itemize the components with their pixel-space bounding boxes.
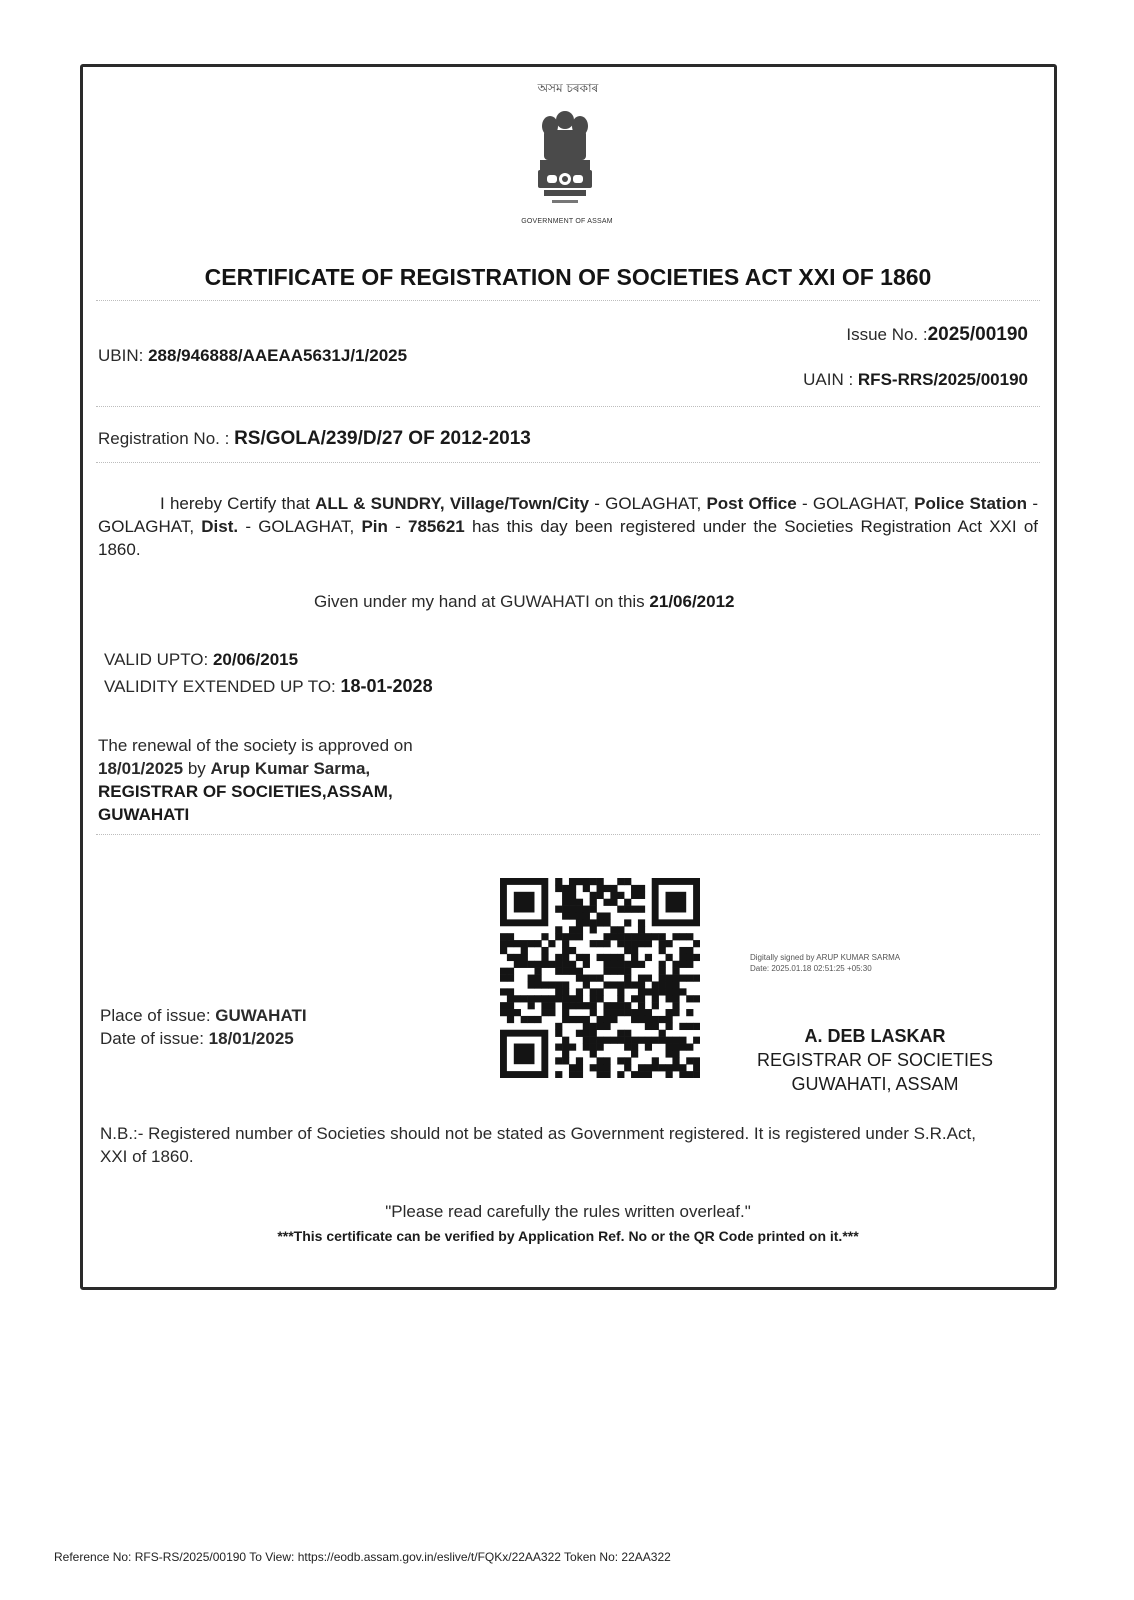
society-name: ALL & SUNDRY, xyxy=(315,494,445,513)
uain-label: UAIN : xyxy=(803,370,854,389)
date-of-issue xyxy=(100,1027,307,1050)
renewal-date: 18/01/2025 xyxy=(98,759,184,778)
read-carefully-note: "Please read carefully the rules written overleaf." xyxy=(385,1202,751,1221)
post-office-label: Post Office xyxy=(706,494,797,513)
valid-upto-label: VALID UPTO: xyxy=(104,650,213,669)
renewal-place: GUWAHATI xyxy=(98,805,190,824)
date-of-issue-label: Date of issue: xyxy=(100,1029,209,1048)
validity-extended xyxy=(104,676,433,697)
police-station-value: - GOLAGHAT, xyxy=(98,494,1038,536)
certify-text: has this day been registered under the Societies Registration Act XXI of 1860. xyxy=(98,517,1039,559)
issue-number xyxy=(846,324,1028,346)
certify-text: I hereby Certify that xyxy=(160,494,316,513)
state-emblem-icon xyxy=(530,104,600,214)
ubin-label: UBIN: xyxy=(98,346,144,365)
registration-label: Registration No. : xyxy=(98,429,230,448)
nb-note: N.B.:- Registered number of Societies should not be stated as Government registered. It is registered under S.R.Act, XXI of 1860. xyxy=(100,1124,976,1166)
post-office-value: - GOLAGHAT, xyxy=(796,494,915,513)
pin-value: 785621 xyxy=(408,517,465,536)
digital-signature xyxy=(750,952,900,974)
divider xyxy=(96,406,1040,407)
village-label: Village/Town/City xyxy=(449,494,590,513)
uain-value: RFS-RRS/2025/00190 xyxy=(857,370,1028,389)
ubin xyxy=(98,346,407,366)
uain xyxy=(803,370,1028,390)
renewal-approver: Arup Kumar Sarma, xyxy=(210,759,371,778)
divider xyxy=(96,462,1040,463)
given-under-hand xyxy=(314,592,735,612)
district-value: - GOLAGHAT, xyxy=(238,517,362,536)
reference-footer: Reference No: RFS-RS/2025/00190 To View: https://eodb.assam.gov.in/eslive/t/FQKx/22AA322 Token No: 22AA322 xyxy=(54,1550,671,1564)
certification-paragraph xyxy=(98,492,1038,561)
date-of-issue-value: 18/01/2025 xyxy=(208,1029,294,1048)
divider xyxy=(96,834,1040,835)
police-station-label: Police Station xyxy=(914,494,1028,513)
emblem-caption-bottom: GOVERNMENT OF ASSAM xyxy=(521,218,613,225)
valid-upto-value: 20/06/2015 xyxy=(212,650,299,669)
digital-signature-line: Digitally signed by ARUP KUMAR SARMA xyxy=(750,953,901,962)
place-of-issue xyxy=(100,1004,307,1027)
signatory-block xyxy=(740,1024,1010,1096)
verification-note: ***This certificate can be verified by Application Ref. No or the QR Code printed on it.*** xyxy=(277,1228,859,1244)
emblem-caption-top: অসম চৰকাৰ xyxy=(537,81,599,95)
place-of-issue-value: GUWAHATI xyxy=(215,1006,307,1025)
valid-upto xyxy=(104,650,298,670)
signatory-designation: REGISTRAR OF SOCIETIES xyxy=(756,1050,994,1070)
signatory-place: GUWAHATI, ASSAM xyxy=(791,1074,959,1094)
verification-qr-code[interactable] xyxy=(500,878,700,1078)
renewal-block xyxy=(98,734,413,826)
issue-number-value: 2025/00190 xyxy=(927,324,1028,345)
renewal-line: The renewal of the society is approved on xyxy=(98,736,413,755)
renewal-designation: REGISTRAR OF SOCIETIES,ASSAM, xyxy=(98,782,393,801)
registration-number xyxy=(98,428,531,450)
given-text: Given under my hand at GUWAHATI on this xyxy=(314,592,650,611)
validity-extended-value: 18-01-2028 xyxy=(340,676,433,696)
digital-signature-date: Date: 2025.01.18 02:51:25 +05:30 xyxy=(750,964,872,973)
issue-number-label: Issue No. : xyxy=(846,325,928,344)
renewal-line xyxy=(98,757,413,780)
validity-extended-label: VALIDITY EXTENDED UP TO: xyxy=(104,677,341,696)
village-value: - GOLAGHAT, xyxy=(589,494,707,513)
ubin-value: 288/946888/AAEAA5631J/1/2025 xyxy=(148,346,408,365)
renewal-by: by xyxy=(183,759,211,778)
district-label: Dist. xyxy=(201,517,239,536)
given-date: 21/06/2012 xyxy=(649,592,735,611)
divider xyxy=(96,300,1040,301)
registration-value: RS/GOLA/239/D/27 OF 2012-2013 xyxy=(234,428,531,449)
issue-details xyxy=(100,1004,307,1050)
certificate-title: CERTIFICATE OF REGISTRATION OF SOCIETIES ACT XXI OF 1860 xyxy=(204,264,932,290)
signatory-name: A. DEB LASKAR xyxy=(804,1026,946,1046)
pin-label: Pin xyxy=(361,517,388,536)
place-of-issue-label: Place of issue: xyxy=(100,1006,216,1025)
certify-text: - xyxy=(387,517,409,536)
